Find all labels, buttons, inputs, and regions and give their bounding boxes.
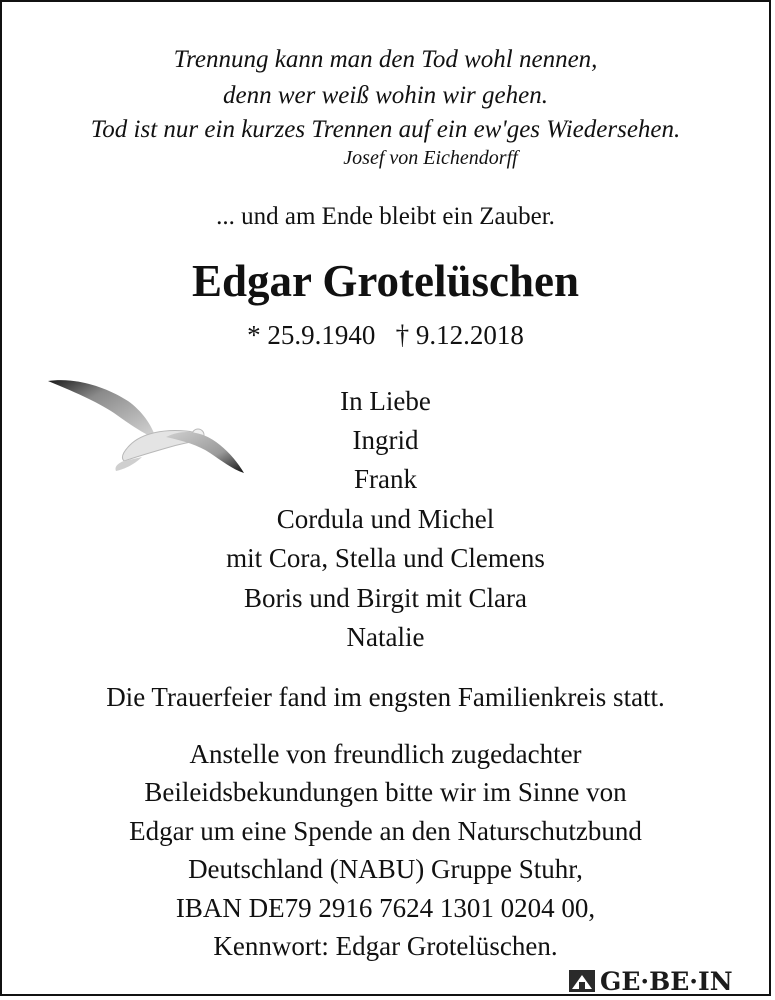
quote-line-2: denn wer weiß wohin wir gehen. <box>223 82 548 109</box>
quote-line-1: Trennung kann man den Tod wohl nennen, <box>173 46 598 73</box>
mourner-5: Boris und Birgit mit Clara <box>244 583 527 613</box>
donation-line-6: Kennwort: Edgar Grotelüschen. <box>213 931 558 961</box>
mourner-3: Cordula und Michel <box>276 504 495 534</box>
donation-line-3: Edgar um eine Spende an den Naturschutzbund <box>129 816 642 846</box>
mourner-6: Natalie <box>346 622 425 652</box>
donation-line-4: Deutschland (NABU) Gruppe Stuhr, <box>188 854 583 884</box>
life-dates: * 25.9.1940 † 9.12.2018 <box>247 320 524 350</box>
mourner-2: Frank <box>354 464 417 494</box>
donation-line-5: IBAN DE79 2916 7624 1301 0204 00, <box>175 893 596 923</box>
quote-line-3: Tod ist nur ein kurzes Trennen auf ein ew'ges Wiedersehen. <box>90 116 681 143</box>
donation-line-2: Beileidsbekundungen bitte wir im Sinne von <box>144 777 627 807</box>
donation-line-1: Anstelle von freundlich zugedachter <box>189 739 582 769</box>
publisher-logo <box>568 965 733 997</box>
mourners-heading: In Liebe <box>340 386 431 416</box>
publisher-logo-text: GE·BE·IN <box>600 966 733 996</box>
mourner-1: Ingrid <box>352 425 419 455</box>
publisher-mark-icon <box>568 967 596 995</box>
ceremony-note: Die Trauerfeier fand im engsten Familienkreis statt. <box>106 682 665 712</box>
deceased-name: Edgar Grotelüschen <box>191 256 580 306</box>
quote-author: Josef von Eichendorff <box>343 147 518 169</box>
mourner-4: mit Cora, Stella und Clemens <box>226 543 545 573</box>
intro-line: ... und am Ende bleibt ein Zauber. <box>216 203 555 230</box>
